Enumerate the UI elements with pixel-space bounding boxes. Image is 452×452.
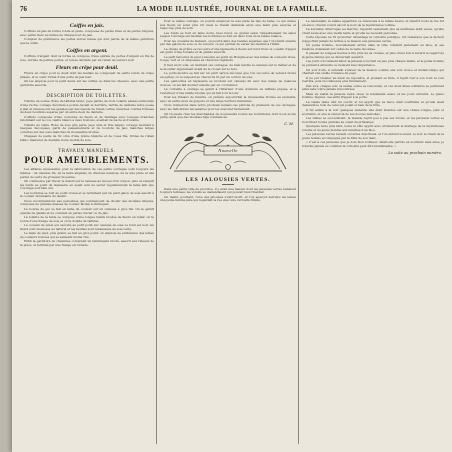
paragraph: La servante, interrogée au marché, répondit seulement que sa maîtresse était veuve, qu'elle vivait seule avec une vieille tante et qu'elle ne recevait personne.: [302, 27, 444, 35]
paragraph: Nous donnerons dans notre prochain numéro les patrons de plusieurs de ces ouvrages, avec les indications nécessaires pour les exécuter facilement.: [160, 103, 296, 112]
paragraph: Toilette de visite. Robe de soie gris perle, jupe unie et très ample; corsage montant à basques découpées, garni de passementerie et de boutons de jais; manches larges ouvertes sur des sous-manches de mousseline brodée.: [20, 122, 154, 134]
author-signature: C. M.: [284, 121, 294, 126]
nouvelle-vignette: [166, 129, 290, 175]
section-heading: Coiffes en jais.: [69, 23, 105, 29]
paragraph: Les pantoufles en tapisserie se brodent sur canevas fin avec des laines de nuances douces; on les fait monter ensuite par un cordonnier.: [160, 79, 296, 87]
paragraph: Enfin la garniture de cheminée comprend un lambrequin brodé, assorti aux rideaux de la pièce, et terminé par une frange en torsade.: [20, 239, 154, 247]
paragraph: Le coussin de salon est exécuté au petit point sur canevas de soie; le fond est noir, les fleurs sont nuancées au naturel et les feuilles sont rehaussées de soie verte.: [20, 223, 154, 231]
paragraph: Pour les coussins de fauteuil, on pourra faire des bandes séparées que l'on réunit ensuite par des galons de soie ou de velours, ce qui permet de varier les dessins à l'infini.: [160, 38, 296, 47]
paragraph: Les visites se succédèrent; la malade reprit peu à peu ses forces, et les jalousies vertes se rouvrirent toutes grandes au soleil du printemps.: [302, 116, 444, 124]
paragraph: Le porte-montre se fait sur un petit carton découpé que l'on recouvre de velours brodé en perles; on le suspend au chevet du lit par un cordon de soie.: [160, 71, 296, 79]
paragraph: Le lendemain, la même apparition se renouvela à la même heure, et bientôt toute la rue fut en émoi; chacun voulut savoir le nom de la mystérieuse voisine.: [302, 19, 444, 27]
middle-column: [160, 20, 296, 446]
section-heading: DESCRIPTION DE TOILETTES.: [46, 94, 128, 100]
paragraph: Coiffure composée d'une couronne de fleurs et de feuillage avec longues branches retombant sur le cou. Gants blancs à deux boutons, éventail de nacre et d'écaille.: [20, 114, 154, 123]
page-number: 76: [20, 5, 27, 13]
paragraph: Pour les rideaux de fenêtre, on préfère aujourd'hui la mousseline brodée au plumetis, avec un entre-deux de guipure et une large bordure festonnée.: [160, 95, 296, 103]
paragraph: Un soir d'été, il entendit s'élever de la maison voisine une voix douce et mélancolique qui chantait une vieille romance du pays.: [302, 67, 444, 76]
section-travaux-manuels: [20, 149, 154, 223]
paragraph: Mais un matin la jalousie resta close; le lendemain aussi, et les jours suivants. Le jeune homme, inquiet, osa enfin frapper à la porte.: [302, 91, 444, 100]
running-head: [20, 4, 444, 18]
section-big-heading: POUR AMEUBLEMENTS.: [24, 155, 150, 166]
section-coiffes-argent: [20, 48, 154, 62]
column-rule-left: [156, 20, 157, 444]
paragraph: Nous recommandons aux personnes qui commencent de choisir des modèles simples, composés de grandes masses de couleur faciles à distinguer.: [20, 198, 154, 207]
section-ameublement-suite: [20, 224, 154, 247]
paragraph: La toilette de la table se compose d'une longue bande brodée de fleurs en relief; on la borde d'une frange de soie et on la double de taffetas.: [20, 215, 154, 223]
paragraph: La bourse de jeu se fait en laine de couleur sur un canevas à gros fils. On la garnit ensuite de glands et de coulants en perles d'acier ou de jais.: [20, 206, 154, 215]
paragraph: Il fut admis à la voir quelques instants; elle était étendue sur une chaise longue, pâle et souriante, et elle le remercia de ses douces mélodies.: [302, 108, 444, 116]
paragraph: Toilette de soirée. Robe de taffetas blanc, jupe garnie de trois volants plissés surmontés d'une ruche; corsage décolleté à pointe devant et derrière, berthe de dentelle noire posée à plat et retenue sur les épaules par des nœuds de ruban cerise; manches courtes formées de deux bouillons séparés par un entre-deux de dentelle.: [20, 99, 154, 115]
paragraph: La corbeille à ouvrage se garnit à l'intérieur d'une doublure de taffetas piquée, et à l'extérieur d'une bande brodée qui en fait tout le tour.: [160, 87, 296, 95]
section-fleurs-deuil: [20, 65, 154, 87]
paragraph: La vieille tante vint lui ouvrir, et lui apprit que sa nièce était souffrante et qu'elle avait demandé le nom de celui qui jouait si bien de la flûte.: [302, 99, 444, 108]
paragraph: Il faut avoir soin, en montant ces ouvrages, de bien tendre le canevas sur le métier et de le mouiller légèrement avant de le clouer sur le bois.: [160, 63, 296, 71]
column-rule-right: [298, 20, 299, 444]
paragraph: Quelques mois plus tard, toute la ville apprit avec étonnement le mariage de la mystérieuse voisine et du jeune homme aux fenêtres d'en face.: [302, 124, 444, 132]
right-column: [302, 20, 444, 446]
paragraph: Il passait de longues heures à lire près de sa croisée, et plus d'une fois il surprit le regard de la jeune femme qui se détournait aussitôt.: [302, 51, 444, 59]
paragraph: Il ne put résister au désir de répondre, et prenant sa flûte, il reprit l'air à son tour; la voix s'arrêta, puis recommença plus timidement.: [302, 75, 444, 84]
paragraph: Fleurs en crêpe pour le deuil dont les feuilles se composent de petits ronds de crêpe plissés, et le cœur formé d'une perle de jais mat.: [20, 71, 154, 79]
paragraph: On les emploie pour le petit deuil, sur les coiffes ou dans les cheveux, avec une petite garniture assortie.: [20, 79, 154, 87]
journal-title: LA MODE ILLUSTRÉE, JOURNAL DE LA FAMILLE.: [136, 5, 328, 13]
section-heading: Coiffes en argent.: [66, 48, 108, 55]
paragraph: On commence par tracer le dessin sur le canevas au moyen d'un crayon, puis on remplit les fonds au point de tapisserie en ayant soin de serrer régulièrement la laine afin que l'ouvrage soit bien uni.: [20, 179, 154, 191]
paragraph: Les affaires nécessaires pour la fabrication de ces petits ouvrages sont toujours les mêmes : un canevas fin, de la laine anglaise de diverses nuances, de la soie plate et des perles de verre de grosseur moyenne.: [20, 167, 154, 179]
paragraph: Chapeau de paille de riz orné d'une plume blanche et de roses thé, brides de ruban blanc; mantelet de dentelle noire doublé de soie.: [20, 134, 154, 142]
paragraph: Cette réponse ne fit qu'exciter davantage la curiosité publique. On remarqua que le facteur n'apportait jamais de lettres à la maison aux jalousies vertes.: [302, 35, 444, 43]
paragraph: « C'est à ces jalousies que je dois mon bonheur, disait-elle parfois en souriant; sans elles, je n'aurais jamais su combien la curiosité peut être bienfaisante. »: [302, 140, 444, 148]
paragraph: On trouvera chez les marchandes de nouveautés toutes les fournitures dont nous avons parlé, ainsi que des modèles déjà commencés.: [160, 111, 296, 120]
section-kicker: TRAVAUX MANUELS.: [58, 149, 116, 155]
left-column: [20, 20, 154, 446]
paragraph: Le petit tabouret de pied s'exécute au point de Hongrie avec des laines de couleurs vives, rouge, vert et or, disposées en chevrons réguliers.: [160, 54, 296, 63]
paragraph: Les fonds se font en laine noire, bleu foncé ou grenat selon l'ameublement du salon auquel l'ouvrage est destiné; les bordures se font en deux tons de la même nuance.: [160, 30, 296, 39]
divider: [73, 89, 101, 90]
section-heading: Fleurs en crêpe pour deuil.: [55, 65, 119, 72]
story-title: LES JALOUSIES VERTES.: [185, 176, 271, 183]
paragraph: Les jalousies vertes restent ouvertes désormais, et l'on entend souvent, le soir, le chant de la jeune femme accompagné par la flûte de son mari.: [302, 132, 444, 140]
paragraph: Le tapis de pied, plus grand, se fait au gros point; on emploie de préférence des laines de couleurs foncées qui se salissent moins vite.: [20, 231, 154, 239]
paragraph: Pour le même ouvrage, on pourra employer la soie plate au lieu de laine, ce qui donne aux fleurs un éclat plus vif; mais le travail demande alors une main plus exercée et beaucoup plus de soin.: [160, 19, 296, 31]
paragraph: Coiffure d'argent dont la forme se compose d'une spirale de perles d'argent en fils de soie, bordée de petites perles, et nouée derrière par un ruban de velours noir.: [20, 54, 154, 62]
section-description-toilettes: [20, 94, 154, 142]
paragraph: La chaise de prière se recouvre d'une tapisserie à fleurs sur fond brun; le coussin d'appui est garni d'une torsade et de glands assortis.: [160, 46, 296, 55]
paragraph: Coiffure en jais de forme ronde et plate, composée de perles fines et de perles longues, avec petite fleur au milieu de chaque tour de jais.: [20, 29, 154, 37]
paragraph: Un jeune homme, nouvellement arrivé dans la ville, s'établit justement en face, et ses fenêtres donnaient sur celles de la belle inconnue.: [302, 43, 444, 51]
continuation-note: La suite au prochain numéro.: [388, 150, 442, 155]
paragraph: Comptez de préférence les perles noires mates qui font partie de la même garniture que la coiffe.: [20, 37, 154, 45]
journal-page: [12, 0, 452, 452]
divider: [73, 144, 101, 145]
divider: [222, 184, 234, 185]
paragraph: Les jours s'écoulaient ainsi; la jalousie s'ouvrait un peu plus chaque matin, et le jeune homme se prenait à attendre ce moment avec impatience.: [302, 59, 444, 68]
paragraph: Dès lors, chaque soir, la même scène se renouvela, et ces deux âmes solitaires se parlèrent ainsi sans s'être jamais rencontrées.: [302, 83, 444, 92]
paragraph: Un matin, pourtant, l'une des jalousies s'entr'ouvrit, et l'on aperçut derrière les lames une jeune femme pâle qui regardait la rue avec une curiosité timide.: [160, 194, 296, 203]
section-coiffes-jais: [20, 23, 154, 45]
paragraph: Les bordures se font au point croisé et se terminent par un petit galon de soie assorti à la couleur dominante du dessin.: [20, 190, 154, 199]
vignette-label: Nouvelle: [218, 147, 238, 153]
paragraph: Dans une petite ville de province, il y avait une maison dont les jalousies vertes restaient toujours fermées; les voisins se demandaient qui pouvait bien l'habiter.: [160, 186, 296, 195]
